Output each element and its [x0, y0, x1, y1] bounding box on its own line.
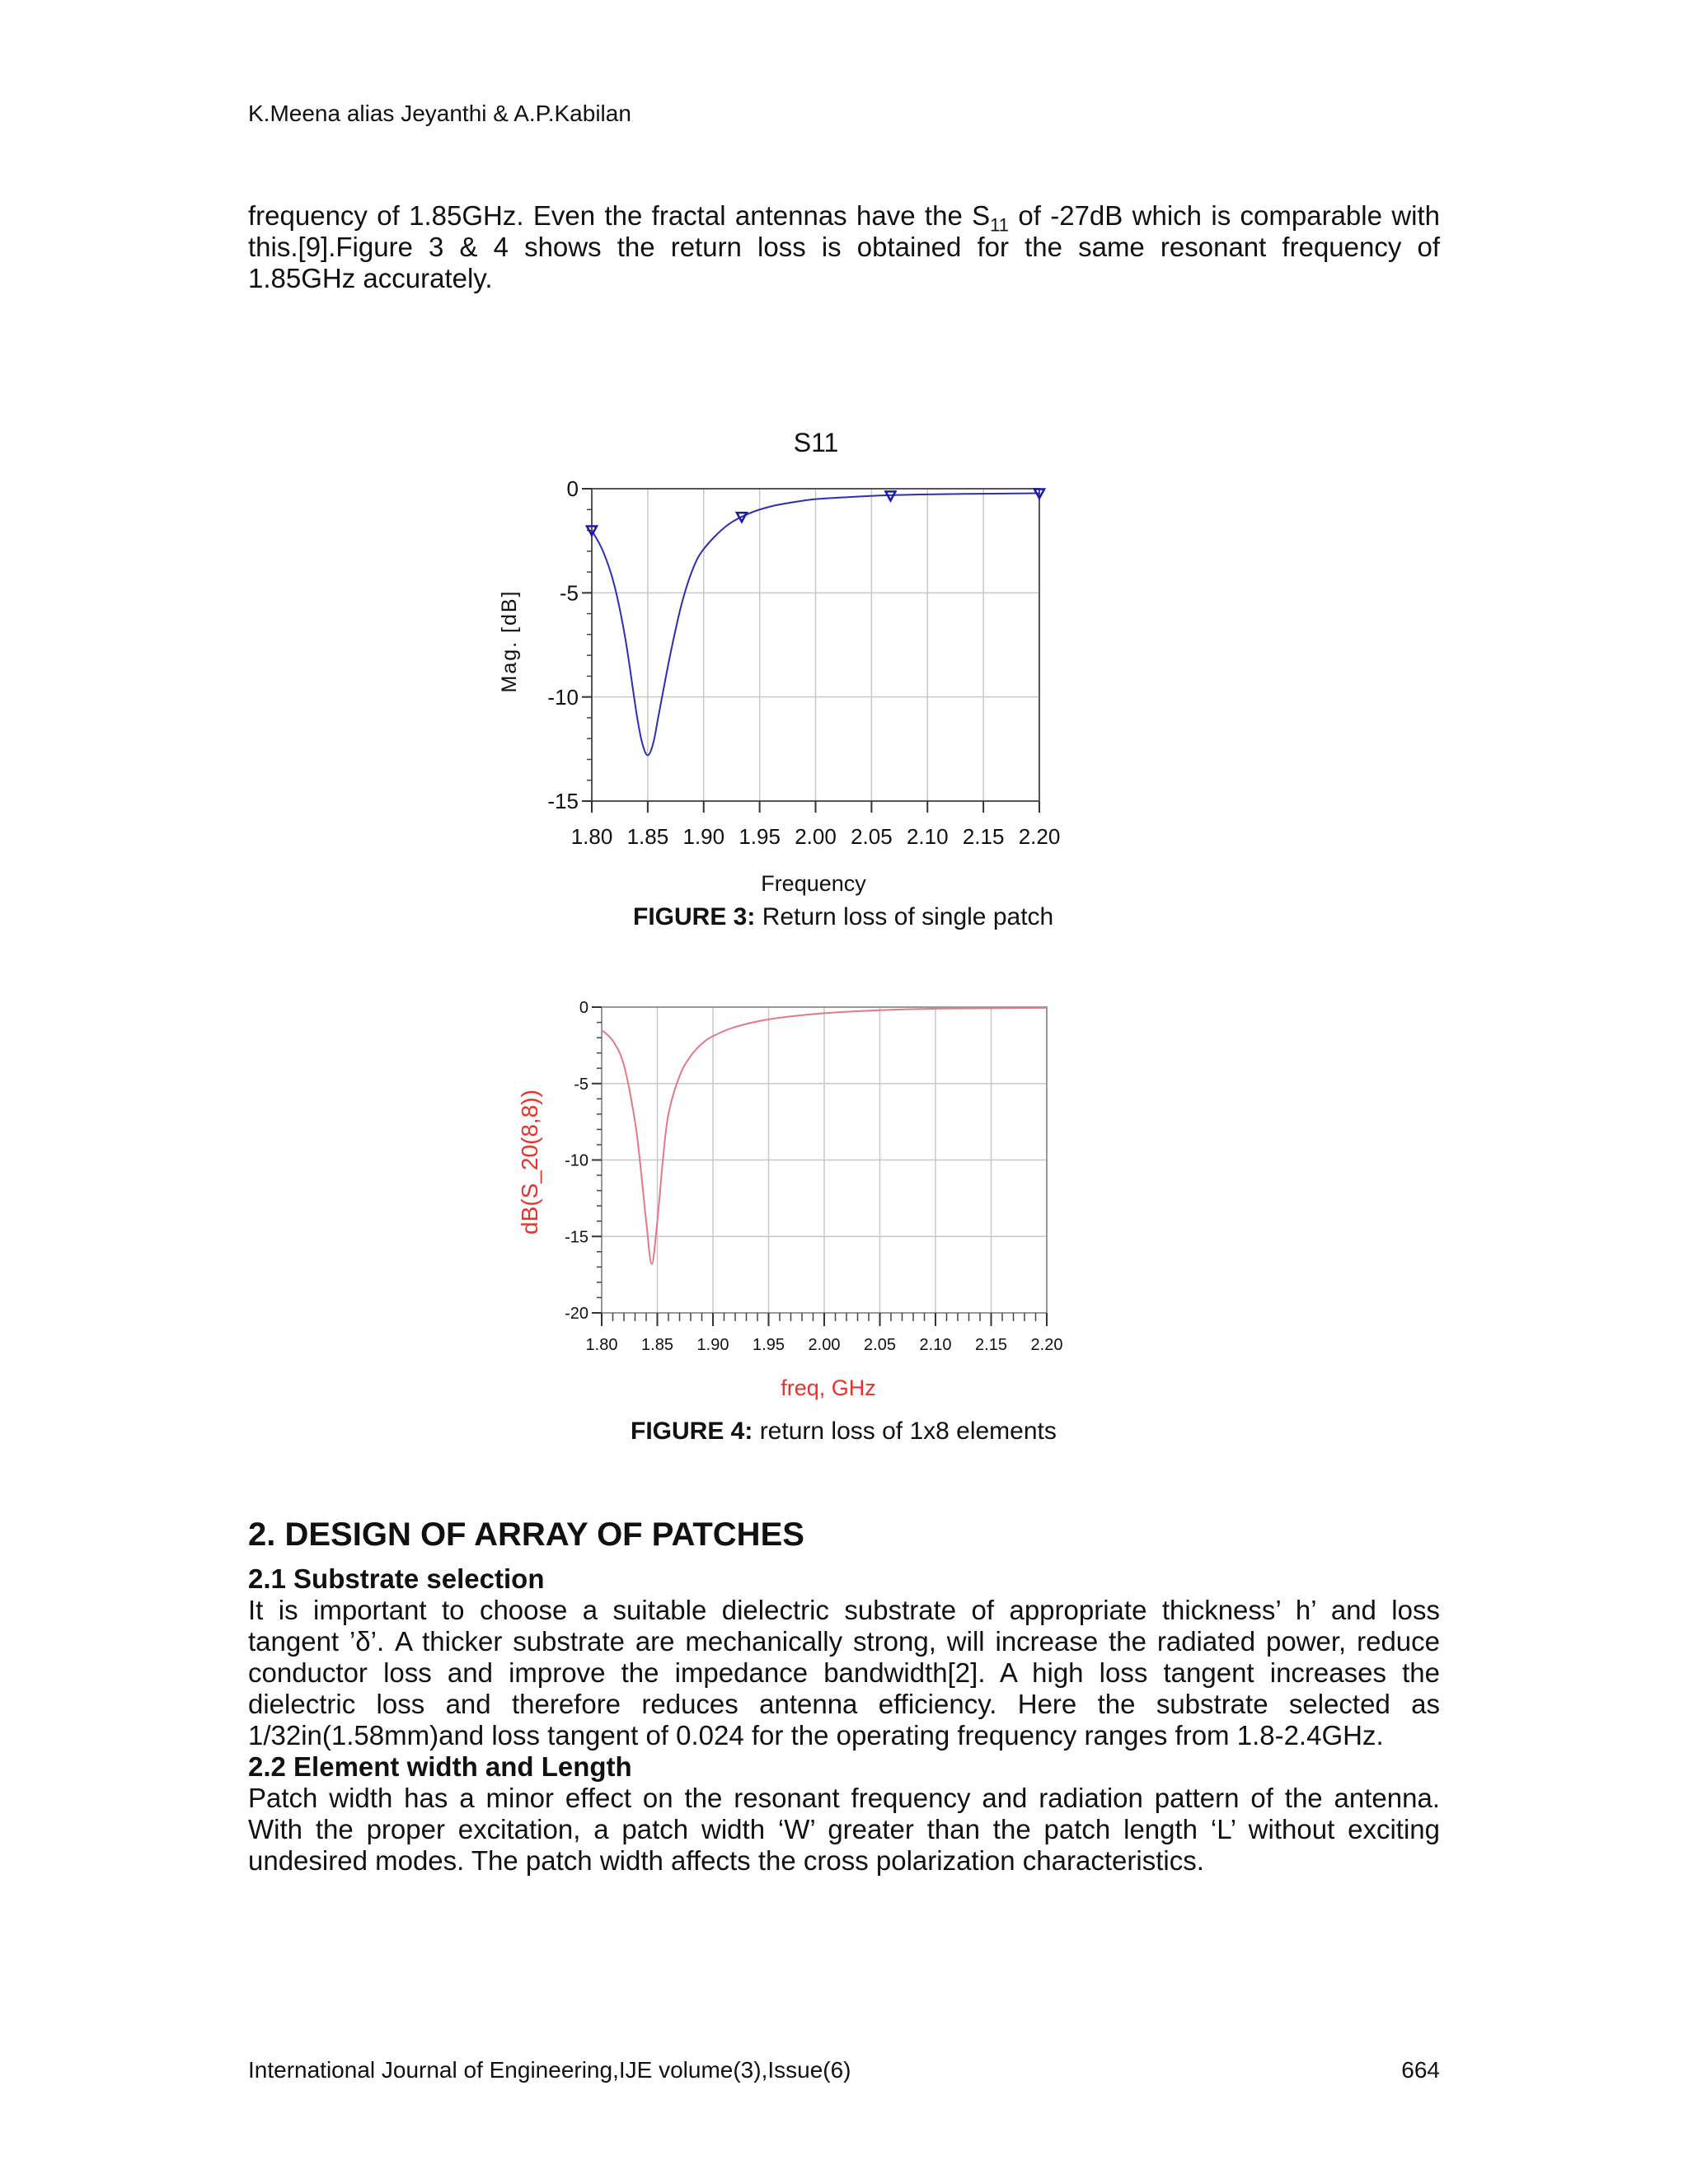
substrate-paragraph — [248, 1595, 1440, 1751]
y-tick-label: 0 — [566, 476, 579, 502]
subsection-heading-2: 2.2 Element width and Length — [248, 1751, 632, 1782]
x-tick-label: 2.15 — [962, 824, 1005, 849]
x-tick-label: 1.95 — [738, 824, 781, 849]
marker-triangle — [885, 491, 895, 500]
y-tick-label: 0 — [579, 999, 588, 1017]
x-tick-label: 1.95 — [753, 1336, 785, 1354]
x-tick-label: 1.80 — [570, 824, 613, 849]
figure-4-chart — [495, 985, 1088, 1413]
para2-line: Patch width has a minor effect on the resonant frequency and radiation pattern of the antenna. — [248, 1783, 1440, 1813]
x-tick-label: 2.20 — [1030, 1336, 1063, 1354]
y-tick-label: -5 — [574, 1075, 588, 1094]
x-tick-label: 1.90 — [682, 824, 725, 849]
element-width-paragraph — [248, 1783, 1440, 1877]
x-tick-label: 2.00 — [795, 824, 837, 849]
subsection-heading-1: 2.1 Substrate selection — [248, 1563, 545, 1594]
x-tick-label: 1.85 — [626, 824, 669, 849]
figure-4-caption: FIGURE 4: return loss of 1x8 elements — [631, 1418, 1057, 1445]
y-tick-label: -5 — [559, 580, 579, 606]
intro-line-2: this.[9].Figure 3 & 4 shows the return loss is obtained for the same resonant frequency of — [248, 232, 1440, 262]
fig4-xlabel: freq, GHz — [781, 1376, 876, 1400]
fig3-title: S11 — [793, 428, 839, 457]
para1-line: tangent ’δ’. A thicker substrate are mechanically strong, will increase the radiated power, reduce — [248, 1626, 1440, 1657]
intro-line-1: frequency of 1.85GHz. Even the fractal antennas have the $S_{11}$ of -27dB which is comparable with — [248, 200, 1441, 236]
x-tick-label: 2.20 — [1018, 824, 1061, 849]
section-heading: 2. DESIGN OF ARRAY OF PATCHES — [248, 1516, 804, 1553]
figure-3-chart — [486, 420, 1080, 907]
para2-line: With the proper excitation, a patch width ‘W’ greater than the patch length ‘L’ without exciting — [248, 1814, 1440, 1844]
fig3-xlabel: Frequency — [761, 871, 866, 896]
y-tick-label: -15 — [547, 789, 579, 814]
y-tick-label: -10 — [547, 684, 579, 710]
y-tick-label: -10 — [565, 1151, 588, 1170]
fig4-ylabel: dB(S_20(8,8)) — [517, 1090, 542, 1235]
para1-line: 1/32in(1.58mm)and loss tangent of 0.024 for the operating frequency ranges from 1.8-2.4GHz. — [248, 1720, 1384, 1750]
y-tick-label: -20 — [565, 1305, 588, 1323]
para1-line: It is important to choose a suitable dielectric substrate of appropriate thickness’ h’ and loss — [248, 1595, 1440, 1625]
para1-line: dielectric loss and therefore reduces antenna efficiency. Here the substrate selected as — [248, 1689, 1440, 1719]
figure-3-caption: FIGURE 3: Return loss of single patch — [633, 903, 1054, 930]
x-tick-label: 1.85 — [641, 1336, 673, 1354]
x-tick-label: 2.05 — [864, 1336, 896, 1354]
y-tick-label: -15 — [565, 1228, 588, 1247]
running-header: K.Meena alias Jeyanthi & A.P.Kabilan — [248, 101, 631, 126]
fig3-ylabel: Mag. [dB] — [498, 589, 521, 693]
intro-line-3: 1.85GHz accurately. — [248, 263, 493, 293]
x-tick-label: 2.10 — [919, 1336, 952, 1354]
para2-line: undesired modes. The patch width affects the cross polarization characteristics. — [248, 1845, 1204, 1876]
x-tick-label: 1.80 — [585, 1336, 618, 1354]
footer-page-number: 664 — [1401, 2057, 1440, 2083]
intro-paragraph — [248, 200, 1440, 294]
footer-journal: International Journal of Engineering,IJE volume(3),Issue(6) — [248, 2057, 851, 2083]
x-tick-label: 2.10 — [906, 824, 949, 849]
x-tick-label: 2.00 — [808, 1336, 841, 1354]
para1-line: conductor loss and improve the impedance bandwidth[2]. A high loss tangent increases the — [248, 1657, 1440, 1688]
x-tick-label: 1.90 — [696, 1336, 729, 1354]
x-tick-label: 2.05 — [851, 824, 893, 849]
x-tick-label: 2.15 — [975, 1336, 1007, 1354]
